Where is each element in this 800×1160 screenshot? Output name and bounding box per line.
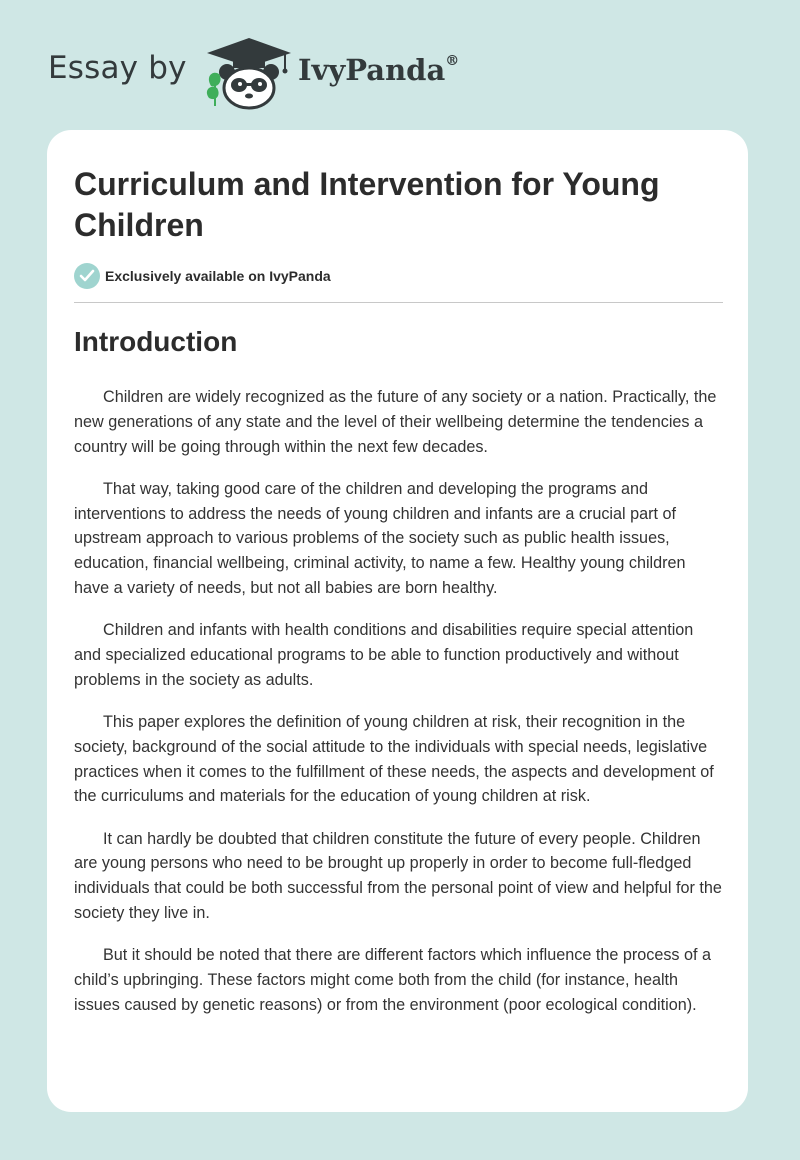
paragraph: This paper explores the definition of young children at risk, their recognition in the society, background of the social attitude to the individuals with special needs, legislative practices when it comes to the fulfillment of these needs, the aspects and development of the curriculums and materials for the education of young children at risk. <box>74 712 714 806</box>
essay-card <box>47 130 748 1112</box>
paragraph: But it should be noted that there are different factors which influence the process of a child’s upbringing. These factors might come both from the child (for instance, health issues caused by genetic reasons) or from the environment (poor ecological condition). <box>74 946 712 1014</box>
paragraph: Children are widely recognized as the future of any society or a nation. Practically, the new generations of any state and the level of their wellbeing determine the tendencies a country will be going through within the next few decades. <box>74 388 717 456</box>
essay-body <box>74 385 724 1035</box>
brand-name[interactable]: IvyPanda® <box>298 53 460 87</box>
paragraph: That way, taking good care of the children and developing the programs and interventions to address the needs of young children and infants are a crucial part of upstream approach to various problems of the society such as public health issues, education, financial wellbeing, criminal activity, to name a few. Healthy young children have a variety of needs, but not all babies are born healthy. <box>74 479 686 597</box>
essay-title: Curriculum and Intervention for Young Children <box>74 166 660 243</box>
essay-by-label: Essay by <box>48 50 187 86</box>
section-title-introduction: Introduction <box>74 326 238 357</box>
trademark-symbol: ® <box>445 53 460 70</box>
check-circle-icon <box>74 263 100 289</box>
exclusive-badge-text: Exclusively available on IvyPanda <box>105 268 331 284</box>
panda-graduation-cap-icon[interactable] <box>203 36 295 110</box>
paragraph: Children and infants with health conditions and disabilities require special attention and specialized educational programs to be able to function productively and without problems in the society as adults. <box>74 621 694 689</box>
exclusive-badge <box>74 263 331 289</box>
site-header <box>48 34 748 110</box>
title-divider <box>74 302 723 303</box>
paragraph: It can hardly be doubted that children constitute the future of every people. Children are young persons who need to be brought up properly in order to become full-fledged individuals that could be both successful from the personal point of view and helpful for the society they live in. <box>74 829 722 922</box>
